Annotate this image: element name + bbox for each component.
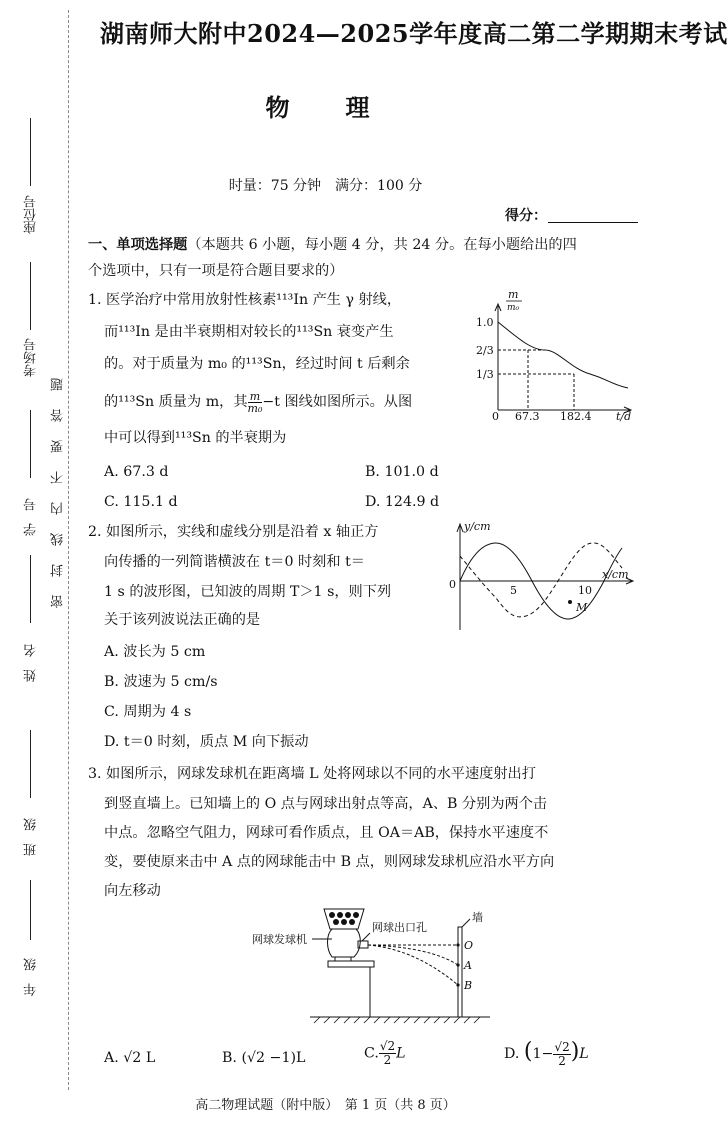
trajectory-b (368, 945, 458, 985)
trajectory-a (368, 945, 458, 965)
label-a: A (464, 959, 472, 972)
q2-line-4: 关于该列波说法正确的是 (104, 612, 261, 628)
frac-den: m₀ (247, 401, 263, 415)
q2-option-d[interactable]: D. t＝0 时刻，质点 M 向下振动 (104, 734, 309, 750)
tick-y3: 1/3 (476, 368, 494, 381)
q3-option-b[interactable]: B. (√2 −1)L (222, 1050, 306, 1066)
q3-c-prefix: C. (364, 1045, 379, 1062)
label-b: B (464, 979, 473, 992)
machine-label: 网球发球机 (252, 933, 307, 946)
section-desc-2: 个选项中，只有一项是符合题目要求的） (88, 263, 344, 279)
graph-yden: m₀ (507, 303, 520, 313)
q1-option-b[interactable]: B. 101.0 d (365, 464, 439, 480)
decay-curve (498, 322, 628, 388)
wall (458, 927, 462, 1017)
class-blank[interactable] (30, 730, 31, 798)
point-m (568, 600, 572, 604)
wall-pointer (462, 919, 470, 927)
wave-origin: 0 (449, 578, 456, 591)
hole-label: 网球出口孔 (372, 921, 427, 934)
name-label: 姓名 (24, 632, 39, 682)
class-label: 班级 (24, 806, 39, 856)
ball (345, 912, 351, 918)
point-o (456, 943, 459, 946)
q3-d-bracket-right: ) (570, 1039, 580, 1064)
q1-line-5: 中可以得到¹¹³Sn 的半衰期为 (104, 430, 287, 446)
q3-line-4: 变，要使原来击中 A 点的网球能击中 B 点，则网球发球机应沿水平方向 (104, 854, 555, 870)
hole-pointer (362, 933, 370, 941)
q1-option-d[interactable]: D. 124.9 d (365, 494, 440, 510)
point-m-label: M (576, 601, 588, 614)
q3-d-den: 2 (558, 1053, 566, 1068)
q3-line-3: 中点。忽略空气阻力，网球可看作质点，且 OA＝AB，保持水平速度不 (104, 825, 549, 841)
q1-line-4a: 的¹¹³Sn 质量为 m，其 (104, 394, 248, 410)
page-footer: 高二物理试题（附中版） 第 1 页（共 8 页） (195, 1098, 456, 1113)
q1-line-3: 的。对于质量为 m₀ 的¹¹³Sn，经过时间 t 后剩余 (104, 356, 410, 372)
point-a (456, 963, 459, 966)
frac-num: m (248, 391, 263, 403)
q3-d-one: 1− (532, 1046, 554, 1062)
q1-option-a[interactable]: A. 67.3 d (104, 464, 169, 480)
q1-line-4b: −t 图线如图所示。从图 (262, 394, 413, 410)
q3-c-den: 2 (383, 1053, 392, 1067)
q1-line-4 (104, 390, 412, 414)
x-unit: t/d (616, 410, 632, 423)
q2-line-2: 向传播的一列简谐横波在 t＝0 时刻和 t＝ (104, 554, 365, 570)
decay-graph (470, 288, 642, 423)
q3-c-num: √2 (379, 1039, 396, 1053)
tennis-figure (240, 905, 500, 1031)
q2-line-3: 1 s 的波形图，已知波的周期 T＞1 s，则下列 (104, 584, 392, 600)
q3-option-d[interactable] (504, 1040, 589, 1068)
q3-c-suffix: L (396, 1045, 406, 1062)
ground-hatch (314, 1017, 480, 1023)
ball (349, 919, 355, 925)
q2-line-1: 2. 如图所示，实线和虚线分别是沿着 x 轴正方 (88, 524, 379, 540)
name-blank[interactable] (30, 555, 31, 623)
sealing-notice: 密封线内不要答题 (51, 360, 66, 608)
q3-d-num: √2 (554, 1039, 570, 1054)
table-top (328, 961, 374, 967)
grade-blank[interactable] (30, 880, 31, 940)
wave-tick-5: 5 (510, 584, 517, 597)
exam-title: 湖南师大附中2024—2025学年度高二第二学期期末考试 (100, 19, 728, 48)
seat-blank[interactable] (30, 118, 31, 186)
section-desc-1: （本题共 6 小题，每小题 4 分，共 24 分。在每小题给出的四 (187, 237, 577, 253)
exam-room-blank[interactable] (30, 262, 31, 330)
q3-option-c[interactable] (364, 1040, 406, 1067)
q2-option-c[interactable]: C. 周期为 4 s (104, 704, 192, 720)
q1-line-1: 1. 医学治疗中常用放射性核素¹¹³In 产生 γ 射线， (88, 292, 402, 308)
q2-option-b[interactable]: B. 波速为 5 cm/s (104, 674, 218, 690)
q3-line-2: 到竖直墙上。已知墙上的 O 点与网球出射点等高，A、B 分别为两个击 (104, 796, 548, 812)
tick-x0: 0 (492, 410, 499, 423)
mass-ratio-fraction (248, 391, 263, 414)
score-label: 得分： (505, 208, 547, 224)
grade-label: 年级 (24, 946, 39, 996)
wave-graph (446, 518, 642, 634)
student-id-label: 学号 (24, 486, 39, 536)
wave-dashed (460, 543, 622, 617)
q1-option-c[interactable]: C. 115.1 d (104, 494, 178, 510)
q3-c-fraction (379, 1040, 396, 1067)
wave-y-label: y/cm (464, 520, 491, 533)
machine-base (335, 957, 351, 961)
q3-d-suffix: L (579, 1046, 589, 1062)
exam-room-label: 考场号 (24, 338, 39, 377)
ball (341, 919, 347, 925)
tick-x2: 182.4 (560, 410, 592, 423)
machine-body (328, 929, 361, 957)
q3-d-fraction (553, 1041, 570, 1068)
tick-y2: 2/3 (476, 344, 494, 357)
q3-d-prefix: D. (504, 1046, 520, 1062)
wave-tick-10: 10 (578, 584, 592, 597)
q3-line-5: 向左移动 (104, 883, 161, 899)
subject-title: 物 理 (265, 93, 386, 122)
q3-d-bracket-left: ( (523, 1039, 533, 1064)
score-blank[interactable] (548, 222, 638, 223)
ball (329, 912, 335, 918)
student-id-blank[interactable] (30, 410, 31, 478)
wall-label: 墙 (472, 911, 483, 924)
q3-option-a[interactable]: A. √2 L (104, 1050, 156, 1066)
tick-y1: 1.0 (476, 316, 494, 329)
ball (337, 912, 343, 918)
q1-line-2: 而¹¹³In 是由半衰期相对较长的¹¹³Sn 衰变产生 (104, 324, 394, 340)
q2-option-a[interactable]: A. 波长为 5 cm (104, 644, 206, 660)
ball (353, 912, 359, 918)
label-o: O (464, 939, 474, 952)
graph-ynum: m (508, 288, 519, 301)
wave-x-label: x/cm (602, 568, 629, 581)
ball (333, 919, 339, 925)
exam-meta: 时量：75 分钟 满分：100 分 (228, 178, 423, 194)
binding-line (68, 10, 69, 1090)
point-b (456, 983, 459, 986)
q3-line-1: 3. 如图所示，网球发球机在距离墙 L 处将网球以不同的水平速度射出打 (88, 766, 536, 782)
section-heading (88, 232, 638, 284)
tick-x1: 67.3 (515, 410, 540, 423)
section-title: 一、单项选择题 (88, 237, 188, 253)
seat-label: 座位号 (24, 195, 39, 234)
